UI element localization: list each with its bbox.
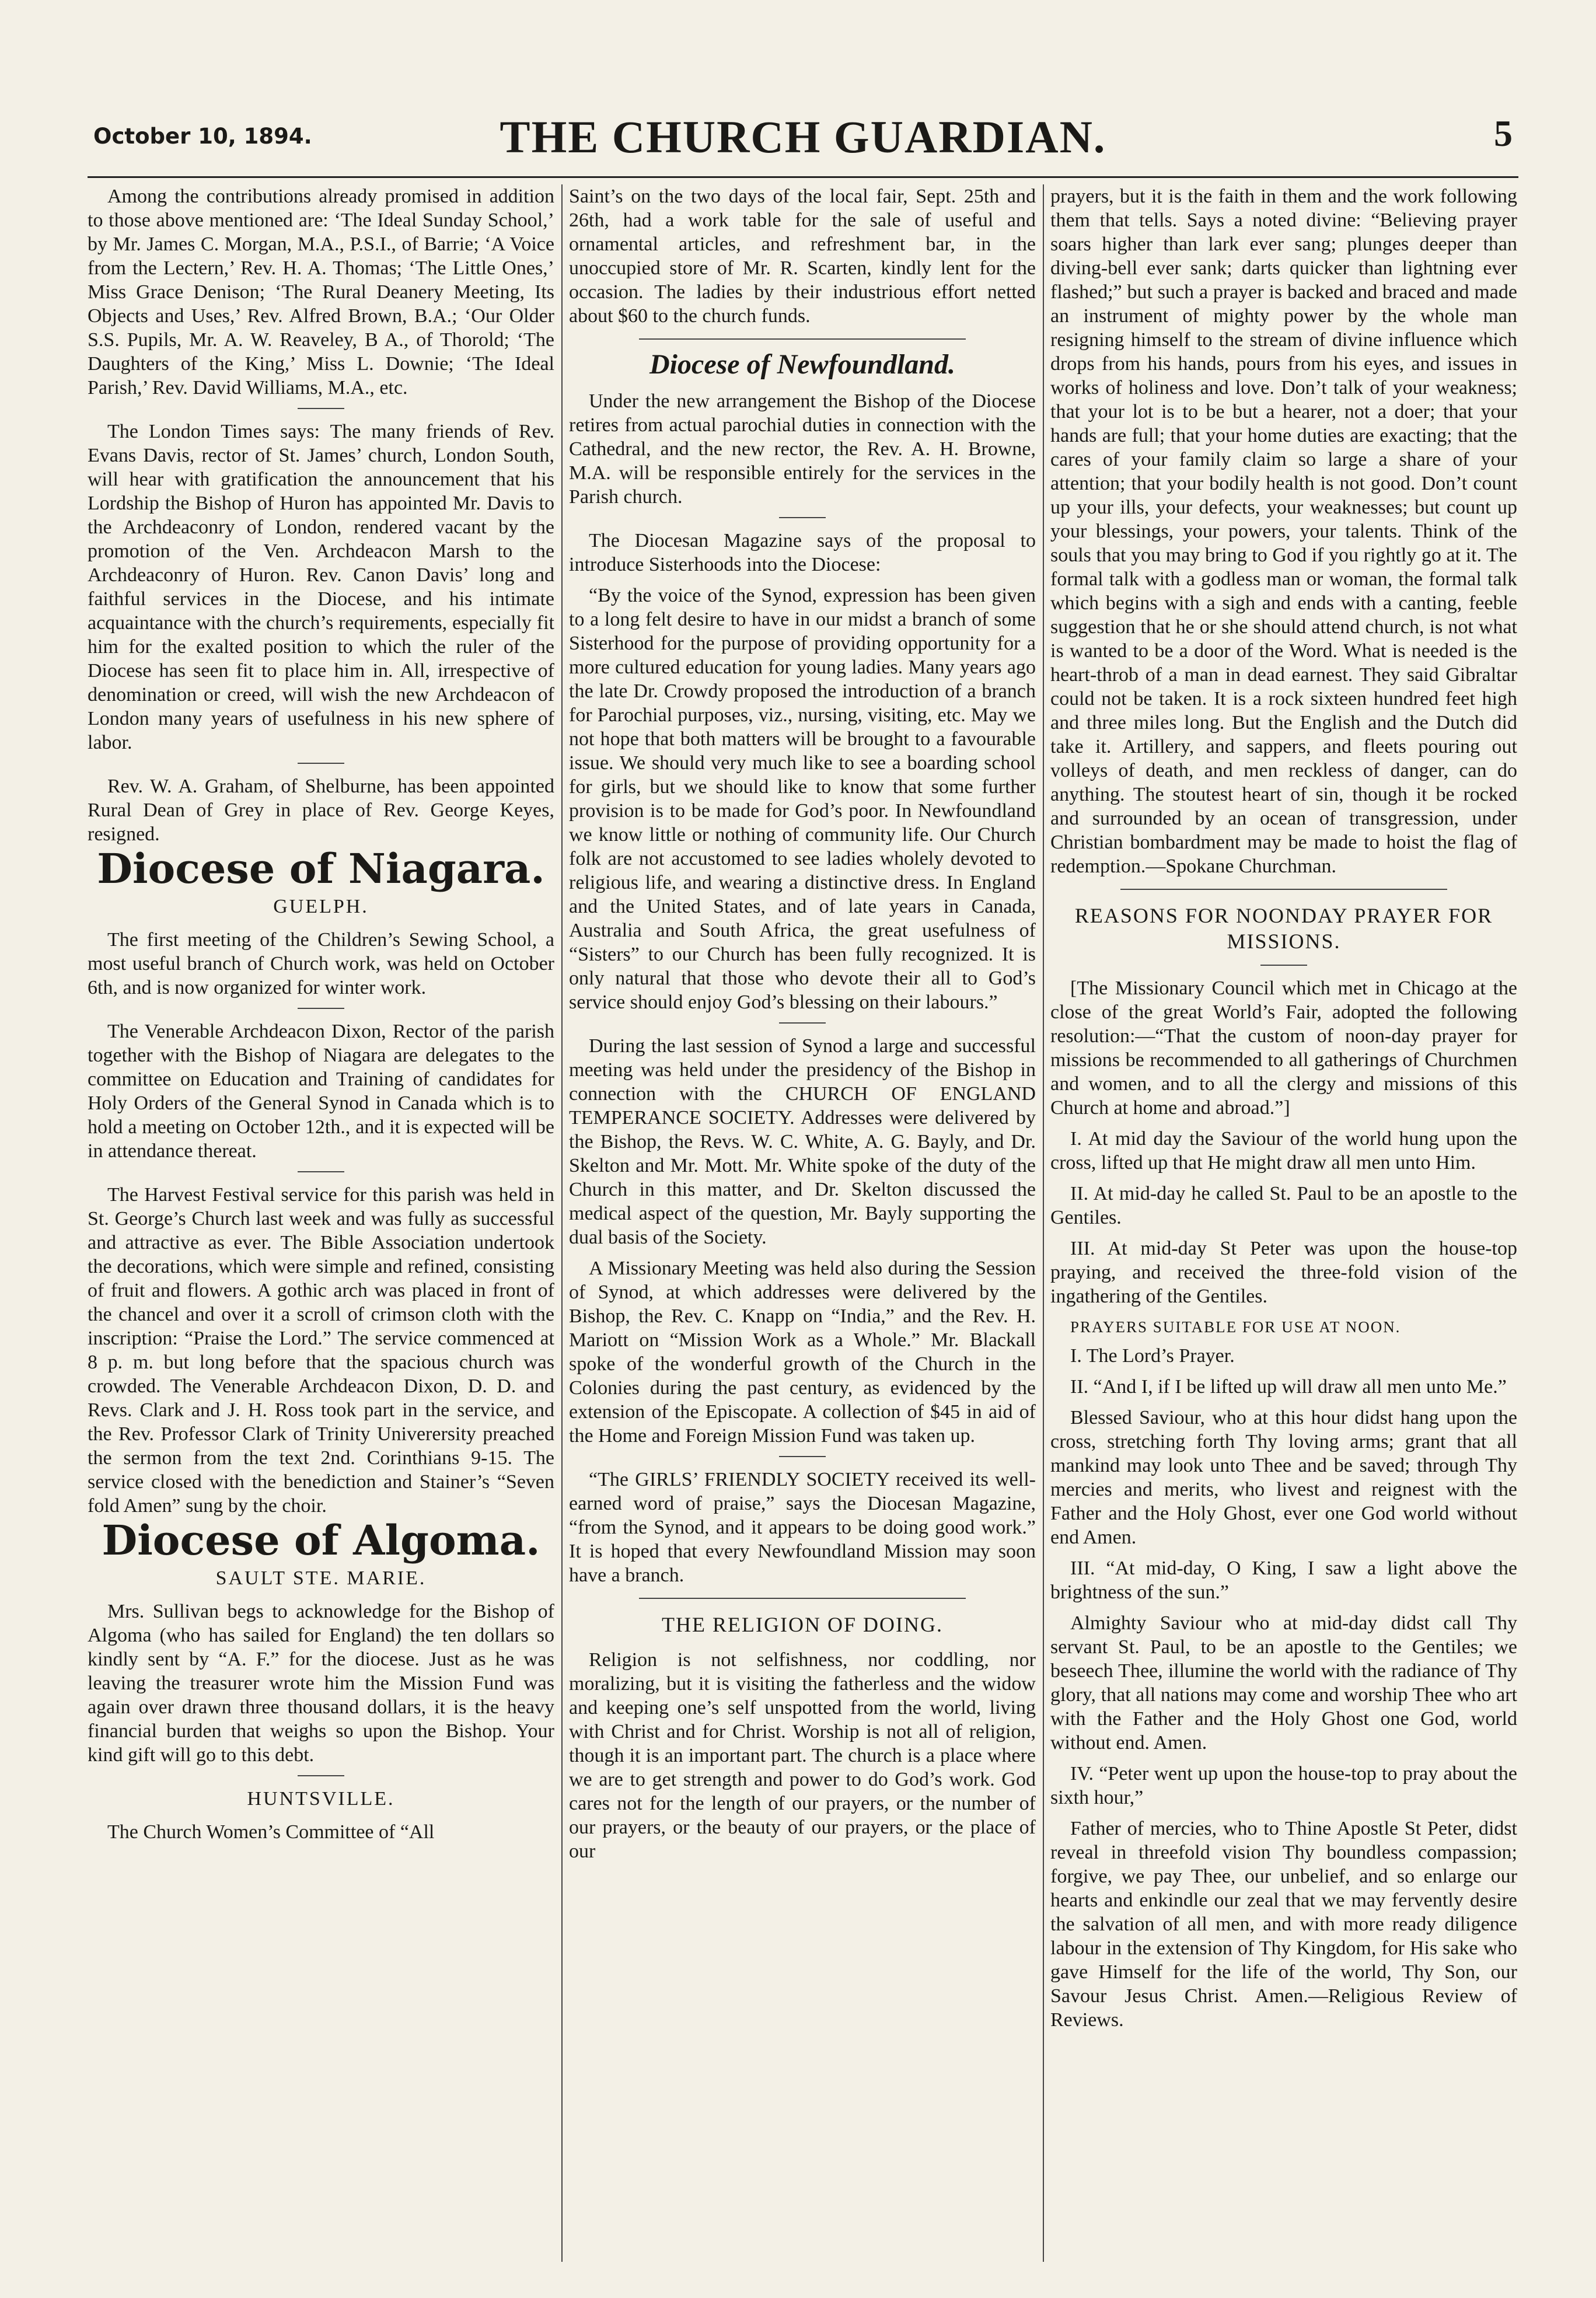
article-paragraph: II. At mid-day he called St. Paul to be an apostle to the Gentiles.	[1050, 1183, 1517, 1228]
article-paragraph: The London Times says: The many friends of Rev. Evans Davis, rector of St. James’ church, London South, will hear with gratification the announcement that his Lordship the Bishop of Huron has appointed Mr. Davis to the Archdeaconry of London, rendered vacant by the promotion of the Ven. Archdeacon Marsh to the Archdeaconry of Huron. Rev. Canon Davis’ long and faithful services in the Diocese, and his intimate acquaintance with the church’s requirements, especially fit him for the exalted position to which the ruler of the Diocese has seen fit to place him in. All, irrespective of denomination or creed, will wish the new Archdeacon of London many years of usefulness in his new sphere of labor.	[88, 421, 554, 753]
issue-date: October 10, 1894.	[93, 124, 312, 149]
article-paragraph: The Venerable Archdeacon Dixon, Rector of the parish together with the Bishop of Niagara are delegates to the committee on Education and Training of candidates for Holy Orders of the General Synod in Canada which is to hold a meeting on October 12th., and it is expected will be in attendance thereat.	[88, 1021, 554, 1162]
article-paragraph: The Diocesan Magazine says of the proposal to introduce Sisterhoods into the Diocese:	[569, 530, 1036, 575]
article-paragraph: III. “At mid-day, O King, I saw a light above the brightness of the sun.”	[1050, 1557, 1517, 1603]
subheading-prayers: PRAYERS SUITABLE FOR USE AT NOON.	[1070, 1318, 1401, 1336]
column-rule	[1043, 184, 1044, 2262]
article-paragraph: I. The Lord’s Prayer.	[1070, 1345, 1235, 1367]
article-paragraph: II. “And I, if I be lifted up will draw all men unto Me.”	[1070, 1376, 1507, 1398]
article-paragraph: Almighty Saviour who at mid-day didst call Thy servant St. Paul, to be an apostle to the Gentiles; we beseech Thee, illumine the world with the radiance of Thy glory, that all nations may come and worship Thee who art with the Father and the Holy Ghost one God, world without end. Amen.	[1050, 1612, 1517, 1754]
divider	[779, 1456, 826, 1457]
newspaper-title: THE CHURCH GUARDIAN.	[500, 111, 1106, 162]
article-paragraph: A Missionary Meeting was held also during the Session of Synod, at which addresses were delivered by the Bishop, the Rev. C. Knapp on “India,” and the Rev. H. Mariott on “Mission Work as a Whole.” Mr. Blackall spoke of the wonderful growth of the Church in the Colonies during the past century, as evidenced by the extension of the Episcopate. A collection of $45 in aid of the Home and Foreign Mission Fund was taken up.	[569, 1258, 1036, 1447]
divider	[1120, 889, 1447, 890]
section-heading-religion: THE RELIGION OF DOING.	[662, 1613, 943, 1636]
article-paragraph: The Church Women’s Committee of “All	[107, 1821, 435, 1843]
article-paragraph: The Harvest Festival service for this parish was held in St. George’s Church last week and was fully as successful and attractive as ever. The Bible Association undertook the decorations, which were simple and refined, consisting of fruit and flowers. A gothic arch was placed in front of the chancel and over it a scroll of crimson cloth with the inscription: “Praise the Lord.” The service commenced at 8 p. m. but long before that the spacious church was crowded. The Venerable Archdeacon Dixon, D. D. and Revs. Clark and J. H. Ross took part in the service, and the Rev. Professor Clark of Trinity Univerersity preached the sermon from the text 2nd. Corinthians 9-15. The service closed with the benediction and Stainer’s “Seven fold Amen” sung by the choir.	[88, 1184, 554, 1517]
article-paragraph: Mrs. Sullivan begs to acknowledge for the Bishop of Algoma (who has sailed for England) the ten dollars so kindly sent by “A. F.” for the diocese. Just as he was leaving the treasurer wrote him the Mission Fund was again over drawn three thousand dollars, it is the heavy financial burden that weighs so upon the Bishop. Your kind gift will go to this debt.	[88, 1601, 554, 1766]
divider	[298, 1171, 344, 1172]
section-heading-newfoundland: Diocese of Newfoundland.	[649, 349, 955, 380]
article-paragraph: “By the voice of the Synod, expression has been given to a long felt desire to have in our midst a branch of some Sisterhood for the purpose of providing opportunity for a more cultured education for young ladies. Many years ago the late Dr. Crowdy proposed the introduction of a branch for Parochial purposes, viz., nursing, visiting, etc. May we not hope that both matters will be brought to a favourable issue. We should very much like to see a boarding school for girls, but we should like to know that some further provision is to be made for God’s poor. In Newfoundland we know little or nothing of community life. Our Church folk are not accustomed to see ladies wholely devoted to religious life, and wearing a distinctive dress. In England and the United States, and of late years in Canada, Australia and South Africa, the great usefulness of “Sisters” to our Church has been fully recognized. It is only natural that those who devote their all to God’s service should enjoy God’s blessing on their labours.”	[569, 585, 1036, 1013]
section-heading-algoma: Diocese of Algoma.	[102, 1516, 540, 1564]
article-paragraph: prayers, but it is the faith in them and the work following them that tells. Says a noted divine: “Believing prayer soars higher than lark ever sang; plunges deeper than diving-bell ever sank; darts quicker than lightning ever flashed;” but such a prayer is backed and braced and made an instrument of mighty power by the whole man resigning himself to the stream of divine influence which drops from his hands, pours from his eyes, and issues in works of holiness and love. Don’t talk of your weakness; that your lot is to be but a hearer, not a doer; that your hands are full; that your home duties are exacting; that the cares of your family claim so large a share of your attention; that your bodily health is not good. Don’t count up your ills, your defects, your weaknesses; but count up your blessings, your powers, your talents. Think of the souls that you may bring to God if you rightly go at it. The formal talk with a godless man or woman, the formal talk which begins with a sigh and ends with a canting, feeble suggestion that he or she should attend church, is not what is wanted to be a door of the Word. What is needed is the heart-throb of a man in dead earnest. They said Gibraltar could not be taken. It is a rock sixteen hundred feet high and three miles long. But the English and the Dutch did take it. Artillery, and sappers, and fleets pouring out volleys of death, and men reckless of danger, can do anything. The stoutest heart of sin, though it be rocked and surrounded by an ocean of transgression, under Christian bombardment may be made to hoist the flag of redemption.—Spokane Churchman.	[1050, 186, 1517, 877]
article-paragraph: IV. “Peter went up upon the house-top to pray about the sixth hour,”	[1050, 1763, 1517, 1808]
section-heading-niagara: Diocese of Niagara.	[97, 844, 545, 893]
divider	[639, 1598, 966, 1599]
article-paragraph: Blessed Saviour, who at this hour didst hang upon the cross, stretching forth Thy loving arms; grant that all mankind may look unto Thee and be saved; through Thy mercies and merits, who livest and reignest with the Father and the Holy Ghost, ever one God world without end Amen.	[1050, 1407, 1517, 1548]
article-paragraph: Rev. W. A. Graham, of Shelburne, has been appointed Rural Dean of Grey in place of Rev. George Keyes, resigned.	[88, 776, 554, 845]
article-paragraph: III. At mid-day St Peter was upon the house-top praying, and received the three-fold vision of the ingathering of the Gentiles.	[1050, 1238, 1517, 1307]
article-paragraph: During the last session of Synod a large and successful meeting was held under the presidency of the Bishop in connection with the CHURCH OF ENGLAND TEMPERANCE SOCIETY. Addresses were delivered by the Bishop, the Revs. W. C. White, A. G. Bayly, and Dr. Skelton and Mr. Mott. Mr. White spoke of the duty of the Church in this matter, and Dr. Skelton discussed the medical aspect of the question, Mr. Bayly supporting the dual basis of the Society.	[569, 1035, 1036, 1248]
section-heading-reasons: REASONS FOR NOONDAY PRAYER FOR MISSIONS.	[1074, 904, 1493, 953]
subheading-sault: SAULT STE. MARIE.	[215, 1567, 427, 1589]
divider	[639, 338, 966, 340]
page-number: 5	[1494, 113, 1513, 154]
article-paragraph: Saint’s on the two days of the local fair, Sept. 25th and 26th, had a work table for the sale of useful and ornamental articles, and refreshment bar, in the unoccupied store of Mr. R. Scarten, kindly lent for the occasion. The ladies by their industrious effort netted about $60 to the church funds.	[569, 186, 1036, 327]
divider	[1260, 965, 1307, 966]
divider	[298, 408, 344, 409]
article-paragraph: Under the new arrangement the Bishop of the Diocese retires from actual parochial duties in connection with the Cathedral, and the new rector, the Rev. A. H. Browne, M.A. will be responsible entirely for the services in the Parish church.	[569, 390, 1036, 508]
article-paragraph: “The GIRLS’ FRIENDLY SOCIETY received its well-earned word of praise,” says the Diocesan Magazine, “from the Synod, and it appears to be doing good work.” It is hoped that every Newfoundland Mission may soon have a branch.	[569, 1469, 1036, 1586]
article-paragraph: Religion is not selfishness, nor coddling, nor moralizing, but it is visiting the fatherless and the widow and keeping one’s self unspotted from the world, living with Christ and for Christ. Worship is not all of religion, though it is an important part. The church is a place where we are to get strength and power to do God’s work. God cares not for the length of our prayers, or the number of our prayers, or the beauty of our prayers, or the place of our	[569, 1649, 1036, 1862]
column-1	[88, 184, 554, 2262]
divider	[298, 1008, 344, 1009]
subheading-guelph: GUELPH.	[273, 896, 369, 917]
subheading-huntsville: HUNTSVILLE.	[247, 1788, 395, 1810]
article-paragraph: Father of mercies, who to Thine Apostle St Peter, didst reveal in threefold vision Thy boundless compassion; forgive, we pay Thee, our unbelief, and so enlarge our hearts and enkindle our zeal that we may fervently desire the salvation of all men, and with more ready diligence labour in the extension of Thy Kingdom, for His sake who gave Himself for the life of the world, Thy Son, our Savour Jesus Christ. Amen.—Religious Review of Reviews.	[1050, 1818, 1517, 2031]
column-rule	[561, 184, 563, 2262]
article-paragraph: Among the contributions already promised in addition to those above mentioned are: ‘The Ideal Sunday School,’ by Mr. James C. Morgan, M.A., P.S.I., of Barrie; ‘A Voice from the Lectern,’ Rev. H. A. Thomas; ‘The Little Ones,’ Miss Grace Denison; ‘The Rural Deanery Meeting, Its Objects and Uses,’ Rev. Alfred Brown, B.A.; ‘Our Older S.S. Pupils, Mr. A. W. Reaveley, B A., of Thorold; ‘The Daughters of the King,’ Miss L. Downie; ‘The Ideal Parish,’ Rev. David Williams, M.A., etc.	[88, 186, 554, 399]
divider	[298, 1775, 344, 1776]
article-paragraph: The first meeting of the Children’s Sewing School, a most useful branch of Church work, was held on October 6th, and is now organized for winter work.	[88, 929, 554, 998]
article-paragraph: I. At mid day the Saviour of the world hung upon the cross, lifted up that He might draw all men unto Him.	[1050, 1128, 1517, 1174]
divider	[298, 763, 344, 764]
masthead	[88, 106, 1518, 178]
article-paragraph: [The Missionary Council which met in Chicago at the close of the great World’s Fair, adopted the following resolution:—“That the custom of noon-day prayer for missions be recommended to all gatherings of Churchmen and women, and to all the clergy and missions of this Church at home and abroad.”]	[1050, 977, 1517, 1119]
divider	[779, 1022, 826, 1024]
column-3	[1050, 184, 1517, 2262]
divider	[779, 517, 826, 518]
column-2	[569, 184, 1036, 2262]
